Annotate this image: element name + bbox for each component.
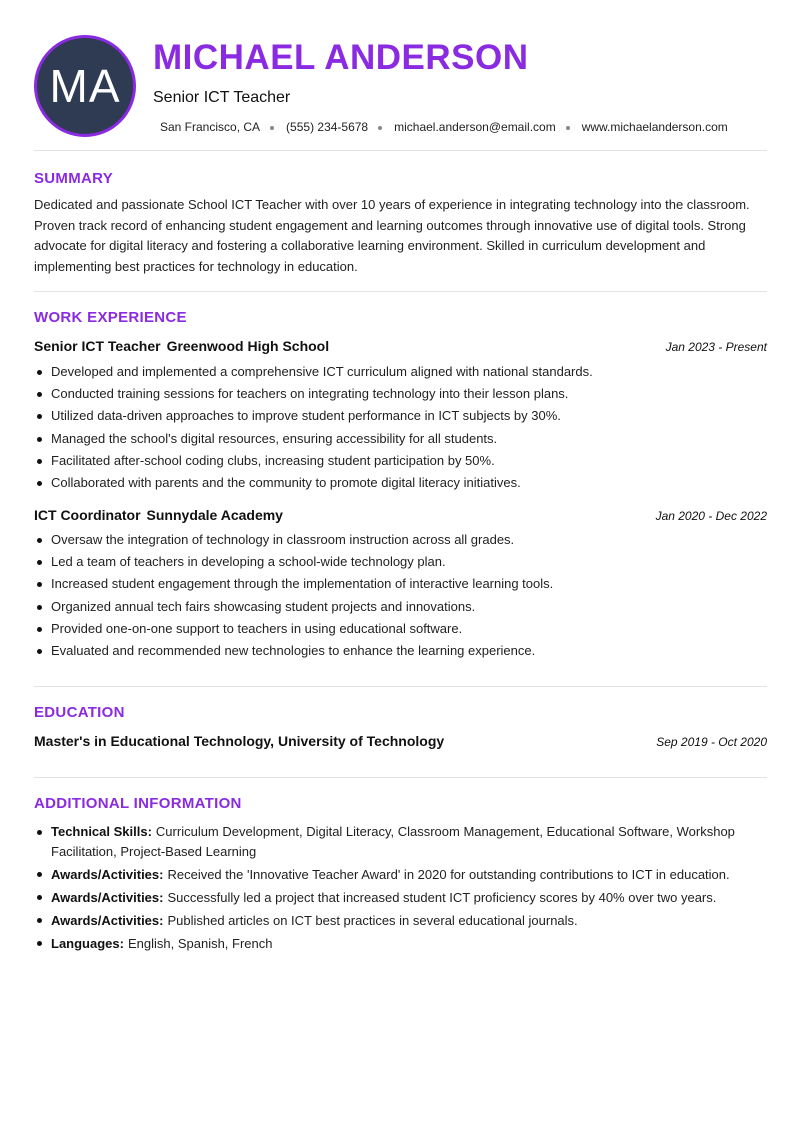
education-heading: EDUCATION — [34, 704, 125, 721]
job-header — [34, 507, 767, 523]
info-text: Published articles on ICT best practices in several educational journals. — [167, 912, 578, 928]
list-item: Increased student engagement through the implementation of interactive learning tools. — [34, 573, 767, 595]
candidate-title: Senior ICT Teacher — [153, 89, 291, 106]
section-divider — [34, 686, 767, 687]
section-divider — [34, 150, 767, 151]
info-label: Languages: — [51, 935, 124, 951]
job-role — [34, 507, 283, 523]
contact-location: San Francisco, CA — [160, 120, 261, 134]
separator-dot-icon — [270, 126, 274, 130]
info-label: Awards/Activities: — [51, 912, 164, 928]
job-dates: Jan 2020 - Dec 2022 — [655, 509, 767, 523]
job-organization: Sunnydale Academy — [146, 507, 283, 523]
section-divider — [34, 291, 767, 292]
summary-heading: SUMMARY — [34, 170, 114, 187]
avatar-initials: MA — [49, 60, 121, 112]
avatar — [34, 35, 136, 137]
info-label: Awards/Activities: — [51, 866, 164, 882]
candidate-name: MICHAEL ANDERSON — [153, 38, 529, 77]
additional-info-heading: ADDITIONAL INFORMATION — [34, 795, 242, 812]
additional-info-list — [34, 822, 767, 957]
job-organization: Greenwood High School — [166, 338, 330, 354]
job-dates: Jan 2023 - Present — [665, 340, 767, 354]
info-label: Awards/Activities: — [51, 889, 164, 905]
list-item: Utilized data-driven approaches to improve student performance in ICT subjects by 30%. — [34, 405, 767, 427]
list-item: Facilitated after-school coding clubs, increasing student participation by 50%. — [34, 450, 767, 472]
info-label: Technical Skills: — [51, 824, 152, 839]
education-degree: Master's in Educational Technology, University of Technology — [34, 733, 445, 749]
summary-text: Dedicated and passionate School ICT Teacher with over 10 years of experience in integrating technology into the classroom. Proven track record of enhancing student engagement and learning outcomes through innovative use of digital tools. Strong advocate for digital literacy and fostering a collaborative learning environment. Skilled in curriculum development and implementing best practices for technology in education. — [34, 197, 750, 274]
contact-website[interactable]: www.michaelanderson.com — [581, 120, 728, 134]
list-item — [34, 888, 767, 908]
job-bullets — [34, 529, 767, 662]
education-dates: Sep 2019 - Oct 2020 — [656, 735, 767, 749]
education-entry — [34, 733, 767, 749]
job-title: Senior ICT Teacher — [34, 338, 161, 354]
job-header — [34, 338, 767, 354]
list-item — [34, 934, 767, 954]
list-item: Conducted training sessions for teachers on integrating technology into their lesson plans. — [34, 383, 767, 405]
info-text: Curriculum Development, Digital Literacy, Classroom Management, Educational Software, Workshop Facilitation, Project-Based Learning — [51, 824, 735, 859]
list-item — [34, 911, 767, 931]
job-bullets — [34, 361, 767, 494]
job-title: ICT Coordinator — [34, 507, 141, 523]
list-item: Provided one-on-one support to teachers in using educational software. — [34, 618, 767, 640]
list-item: Evaluated and recommended new technologies to enhance the learning experience. — [34, 640, 767, 662]
info-text: Successfully led a project that increased student ICT proficiency scores by 40% over two years. — [167, 889, 717, 905]
contact-email[interactable]: michael.anderson@email.com — [394, 120, 556, 134]
list-item — [34, 865, 767, 885]
separator-dot-icon — [566, 126, 570, 130]
list-item: Led a team of teachers in developing a school-wide technology plan. — [34, 551, 767, 573]
list-item: Managed the school's digital resources, ensuring accessibility for all students. — [34, 428, 767, 450]
work-experience-heading: WORK EXPERIENCE — [34, 309, 187, 326]
section-divider — [34, 777, 767, 778]
contact-line — [160, 120, 728, 134]
separator-dot-icon — [378, 126, 382, 130]
contact-phone[interactable]: (555) 234-5678 — [286, 120, 369, 134]
list-item — [34, 822, 767, 861]
info-text: English, Spanish, French — [127, 935, 273, 951]
list-item: Oversaw the integration of technology in classroom instruction across all grades. — [34, 529, 767, 551]
list-item: Organized annual tech fairs showcasing student projects and innovations. — [34, 596, 767, 618]
list-item: Collaborated with parents and the community to promote digital literacy initiatives. — [34, 472, 767, 494]
list-item: Developed and implemented a comprehensive ICT curriculum aligned with national standards. — [34, 361, 767, 383]
info-text: Received the 'Innovative Teacher Award' in 2020 for outstanding contributions to ICT in education. — [167, 866, 730, 882]
job-role — [34, 338, 329, 354]
